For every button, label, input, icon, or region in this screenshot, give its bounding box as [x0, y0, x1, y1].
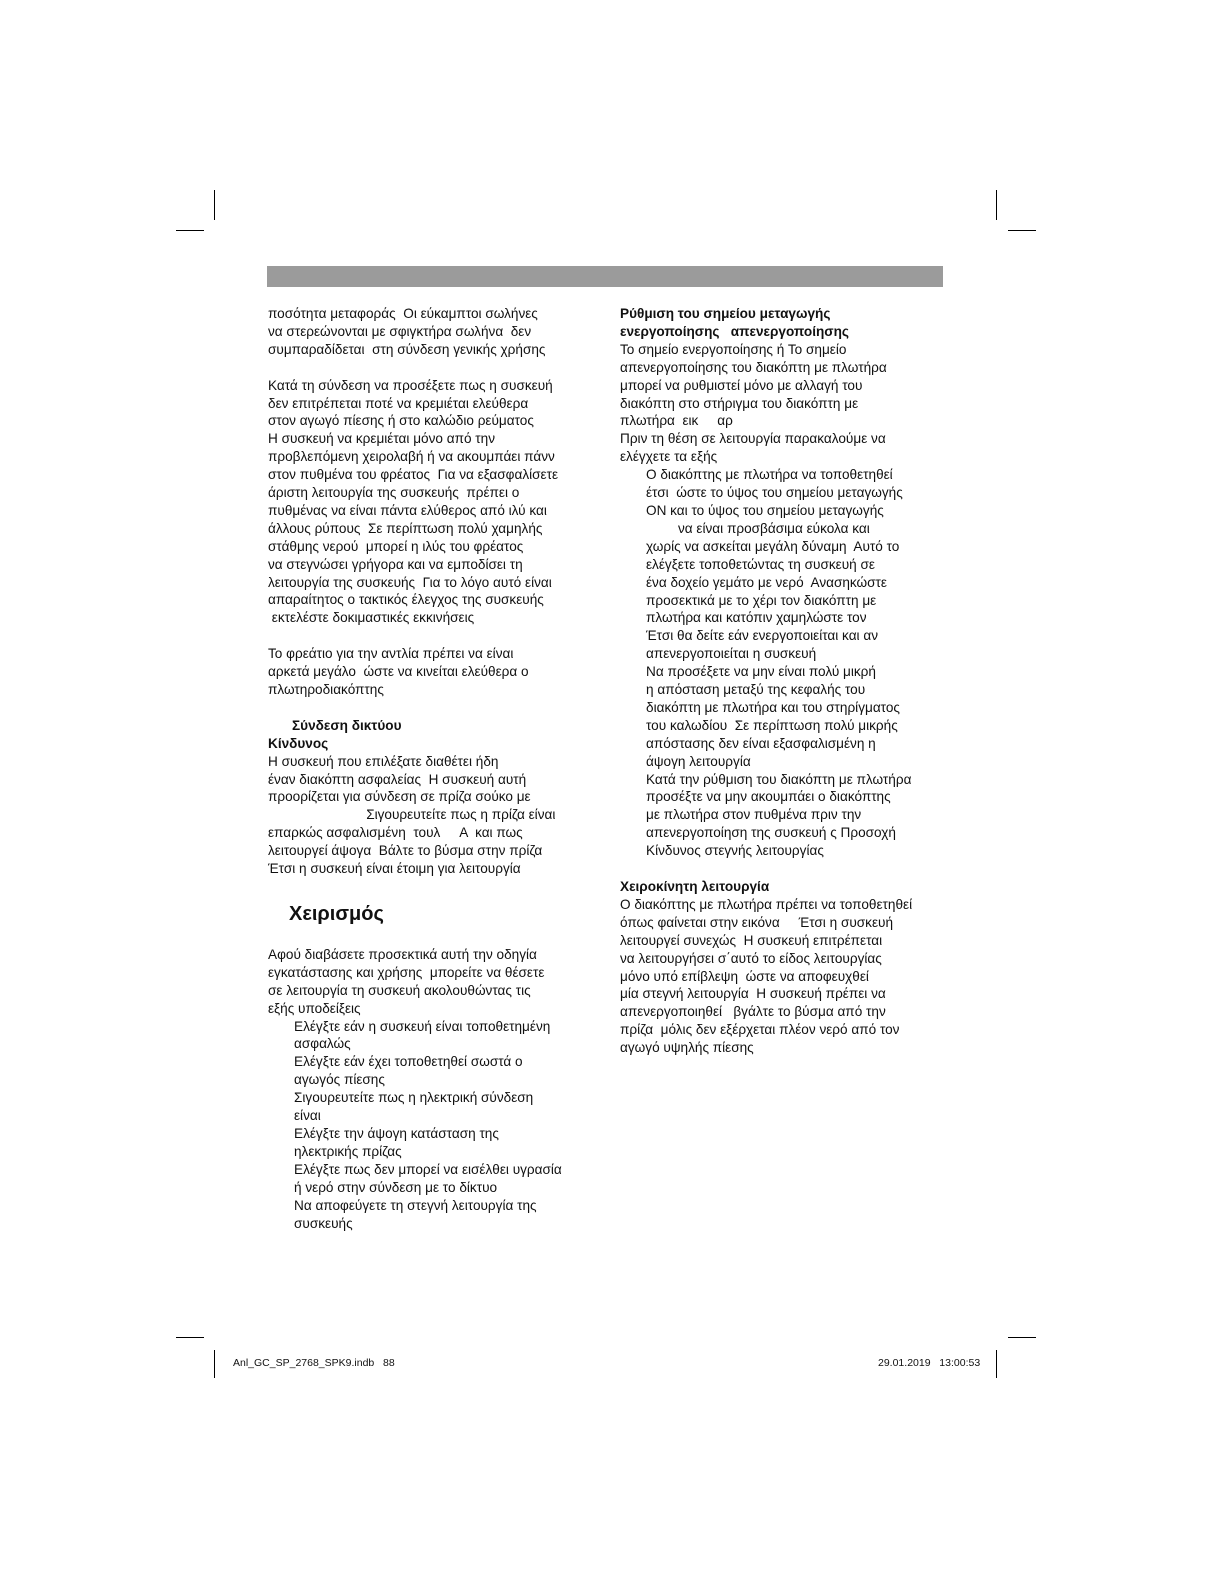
list-item: η απόσταση μεταξύ της κεφαλής του	[646, 682, 866, 698]
list-item: Κίνδυνος στεγνής λειτουργίας	[646, 843, 824, 859]
text-line: απαραίτητος ο τακτικός έλεγχος της συσκευής	[268, 592, 544, 608]
list-item: άψογη λειτουργία	[646, 753, 751, 769]
text-line: διακόπτη στο στήριγμα του διακόπτη με	[620, 395, 859, 411]
switch-checklist	[620, 466, 950, 860]
text-line: Πριν τη θέση σε λειτουργία παρακαλούμε να	[620, 431, 886, 447]
text-line: προβλεπόμενη χειρολαβή ή να ακουμπάει πάνν	[268, 449, 555, 465]
text-line: προορίζεται για σύνδεση σε πρίζα σούκο με	[268, 789, 531, 805]
text-line: μπορεί να ρυθμιστεί μόνο με αλλαγή του	[620, 377, 863, 393]
list-item: αγωγός πίεσης	[294, 1072, 385, 1088]
text-line: να στερεώνονται με σφιγκτήρα σωλήνα δεν	[268, 323, 532, 339]
paragraph-hose-fixing	[268, 305, 608, 359]
list-item: Ελέγξτε την άψογη κατάσταση της	[294, 1126, 499, 1142]
crop-mark	[176, 1337, 204, 1338]
text-line: όπως φαίνεται στην εικόνα Έτσι η συσκευή	[620, 914, 894, 930]
list-item: διακόπτη με πλωτήρα και του στηρίγματος	[646, 699, 900, 715]
text-line: Το φρεάτιο για την αντλία πρέπει να είναι	[268, 646, 514, 662]
text-line: να λειτουργήσει σ΄αυτό το είδος λειτουργίας	[620, 950, 882, 966]
footer-file-info: Anl_GC_SP_2768_SPK9.indb 88	[233, 1357, 395, 1369]
text-line: Έτσι η συσκευή είναι έτοιμη για λειτουργία	[268, 861, 521, 877]
left-column	[268, 305, 608, 1232]
text-line: εγκατάστασης και χρήσης μπορείτε να θέσετε	[268, 964, 545, 980]
text-line: μόνο υπό επίβλεψη ώστε να αποφευχθεί	[620, 968, 869, 984]
switch-point-heading	[620, 305, 950, 341]
text-line: να στεγνώσει γρήγορα και να εμποδίσει τη	[268, 556, 523, 572]
text-line: στον αγωγό πίεσης ή στο καλώδιο ρεύματος	[268, 413, 534, 429]
list-item: ή νερό στην σύνδεση με το δίκτυο	[294, 1179, 498, 1195]
list-item: ON και το ύψος του σημείου μεταγωγής	[646, 502, 884, 518]
crop-mark	[996, 1350, 997, 1378]
text-line: απενεργοποίησης του διακόπτη με πλωτήρα	[620, 359, 887, 375]
crop-mark	[214, 1350, 215, 1378]
text-line: πλωτήρα εικ αρ	[620, 413, 733, 429]
text-line: δεν επιτρέπεται ποτέ να κρεμιέται ελεύθερα	[268, 395, 529, 411]
text-line: άριστη λειτουργία της συσκευής πρέπει ο	[268, 485, 520, 501]
text-line: λειτουργία της συσκευής Για το λόγο αυτό είναι	[268, 574, 552, 590]
list-item: απενεργοποιείται η συσκευή	[646, 646, 817, 662]
list-item: απενεργοποίηση της συσκευή ς Προσοχή	[646, 825, 896, 841]
text-line: πρίζα μόλις δεν εξέρχεται πλέον νερό από τον	[620, 1022, 900, 1038]
list-item: πλωτήρα και κατόπιν χαμηλώστε τον	[646, 610, 867, 626]
crop-mark	[176, 230, 204, 231]
text-line: ποσότητα μεταφοράς Οι εύκαμπτοι σωλήνες	[268, 306, 538, 321]
crop-mark	[1008, 1337, 1036, 1338]
text-line: Το σημείο ενεργοποίησης ή Το σημείο	[620, 341, 847, 357]
list-item: έτσι ώστε το ύψος του σημείου μεταγωγής	[646, 485, 903, 501]
list-item: συσκευής	[294, 1215, 353, 1231]
list-item: Ελέγξτε πως δεν μπορεί να εισέλθει υγρασία	[294, 1161, 562, 1177]
text-line: συμπαραδίδεται στη σύνδεση γενικής χρήσης	[268, 341, 546, 357]
list-item: Κατά την ρύθμιση του διακόπτη με πλωτήρα	[646, 771, 912, 787]
text-line: αρκετά μεγάλο ώστε να κινείται ελεύθερα ο	[268, 664, 529, 680]
text-line: εκτελέστε δοκιμαστικές εκκινήσεις	[268, 610, 475, 626]
right-column	[620, 305, 950, 1057]
text-line: απενεργοποιηθεί βγάλτε το βύσμα από την	[620, 1004, 886, 1020]
checklist	[268, 1018, 608, 1233]
text-line: Κατά τη σύνδεση να προσέξετε πως η συσκευή	[268, 377, 553, 393]
paragraph-switch-point	[620, 341, 950, 466]
heading-line: ενεργοποίησης απενεργοποίησης	[620, 323, 849, 339]
list-item: ελέγξετε τοποθετώντας τη συσκευή σε	[646, 556, 875, 572]
text-line: Ο διακόπτης με πλωτήρα πρέπει να τοποθετηθεί	[620, 896, 913, 912]
list-item: του καλωδίου Σε περίπτωση πολύ μικρής	[646, 717, 898, 733]
list-item: με πλωτήρα στον πυθμένα πριν την	[646, 807, 862, 823]
text-line: πυθμένας να είναι πάντα ελύθερος από ιλύ και	[268, 502, 547, 518]
list-item: απόστασης δεν είναι εξασφαλισμένη η	[646, 735, 876, 751]
text-line: Η συσκευή που επιλέξατε διαθέτει ήδη	[268, 753, 499, 769]
text-line: λειτουργεί συνεχώς Η συσκευή επιτρέπεται	[620, 932, 883, 948]
header-bar	[267, 266, 943, 287]
text-line: έναν διακόπτη ασφαλείας Η συσκευή αυτή	[268, 771, 527, 787]
list-item: ηλεκτρικής πρίζας	[294, 1143, 402, 1159]
footer-timestamp: 29.01.2019 13:00:53	[878, 1357, 981, 1369]
list-item: προσέξτε να μην ακουμπάει ο διακόπτης	[646, 789, 891, 805]
text-line: άλλους ρύπους Σε περίπτωση πολύ χαμηλής	[268, 520, 543, 536]
heading-line: Ρύθμιση του σημείου μεταγωγής	[620, 306, 831, 321]
list-item: Να αποφεύγετε τη στεγνή λειτουργία της	[294, 1197, 537, 1213]
paragraph-safety-switch	[268, 753, 608, 878]
text-line: Σιγουρευτείτε πως η πρίζα είναι	[268, 807, 556, 823]
paragraph-operation-intro	[268, 946, 608, 1018]
crop-mark	[996, 190, 997, 220]
paragraph-shaft-size	[268, 645, 608, 699]
manual-operation-heading: Χειροκίνητη λειτουργία	[620, 878, 770, 894]
list-item: Έτσι θα δείτε εάν ενεργοποιείται και αν	[646, 628, 879, 644]
list-item: ασφαλώς	[294, 1036, 351, 1052]
text-line: στάθμης νερού μπορεί η ιλύς του φρέατος	[268, 538, 524, 554]
list-item: Ο διακόπτης με πλωτήρα να τοποθετηθεί	[646, 467, 893, 483]
text-line: ελέγχετε τα εξής	[620, 449, 718, 465]
text-line: εξής υποδείξεις	[268, 1000, 361, 1016]
list-item: Να προσέξετε να μην είναι πολύ μικρή	[646, 664, 876, 680]
list-item: Σιγουρευτείτε πως η ηλεκτρική σύνδεση	[294, 1090, 534, 1106]
text-line: λειτουργεί άψογα Βάλτε το βύσμα στην πρίζα	[268, 843, 543, 859]
paragraph-manual-operation	[620, 896, 950, 1057]
list-item: ένα δοχείο γεμάτο με νερό Ανασηκώστε	[646, 574, 887, 590]
text-line: Η συσκευή να κρεμιέται μόνο από την	[268, 431, 496, 447]
text-line: μία στεγνή λειτουργία Η συσκευή πρέπει να	[620, 986, 886, 1002]
text-line: επαρκώς ασφαλισμένη τουλ A και πως	[268, 825, 523, 841]
text-line: Αφού διαβάσετε προσεκτικά αυτή την οδηγία	[268, 946, 537, 962]
crop-mark	[214, 190, 215, 220]
operation-section-title: Χειρισμός	[289, 902, 384, 925]
list-item: προσεκτικά με το χέρι τον διακόπτη με	[646, 592, 877, 608]
paragraph-connection-note	[268, 377, 608, 628]
list-item: να είναι προσβάσιμα εύκολα και	[678, 520, 870, 536]
text-line: σε λειτουργία τη συσκευή ακολουθώντας τις	[268, 982, 531, 998]
network-connection-heading: Σύνδεση δικτύου	[292, 717, 402, 733]
list-item: είναι	[294, 1108, 321, 1124]
list-item: Ελέγξτε εάν έχει τοποθετηθεί σωστά ο	[294, 1054, 523, 1070]
crop-mark	[1008, 230, 1036, 231]
danger-label: Κίνδυνος	[268, 735, 329, 751]
text-line: πλωτηροδιακόπτης	[268, 682, 384, 697]
text-line: στον πυθμένα του φρέατος Για να εξασφαλίσετε	[268, 467, 559, 483]
text-line: αγωγό υψηλής πίεσης	[620, 1040, 754, 1056]
list-item: χωρίς να ασκείται μεγάλη δύναμη Αυτό το	[646, 538, 900, 554]
list-item: Ελέγξτε εάν η συσκευή είναι τοποθετημένη	[294, 1018, 551, 1034]
